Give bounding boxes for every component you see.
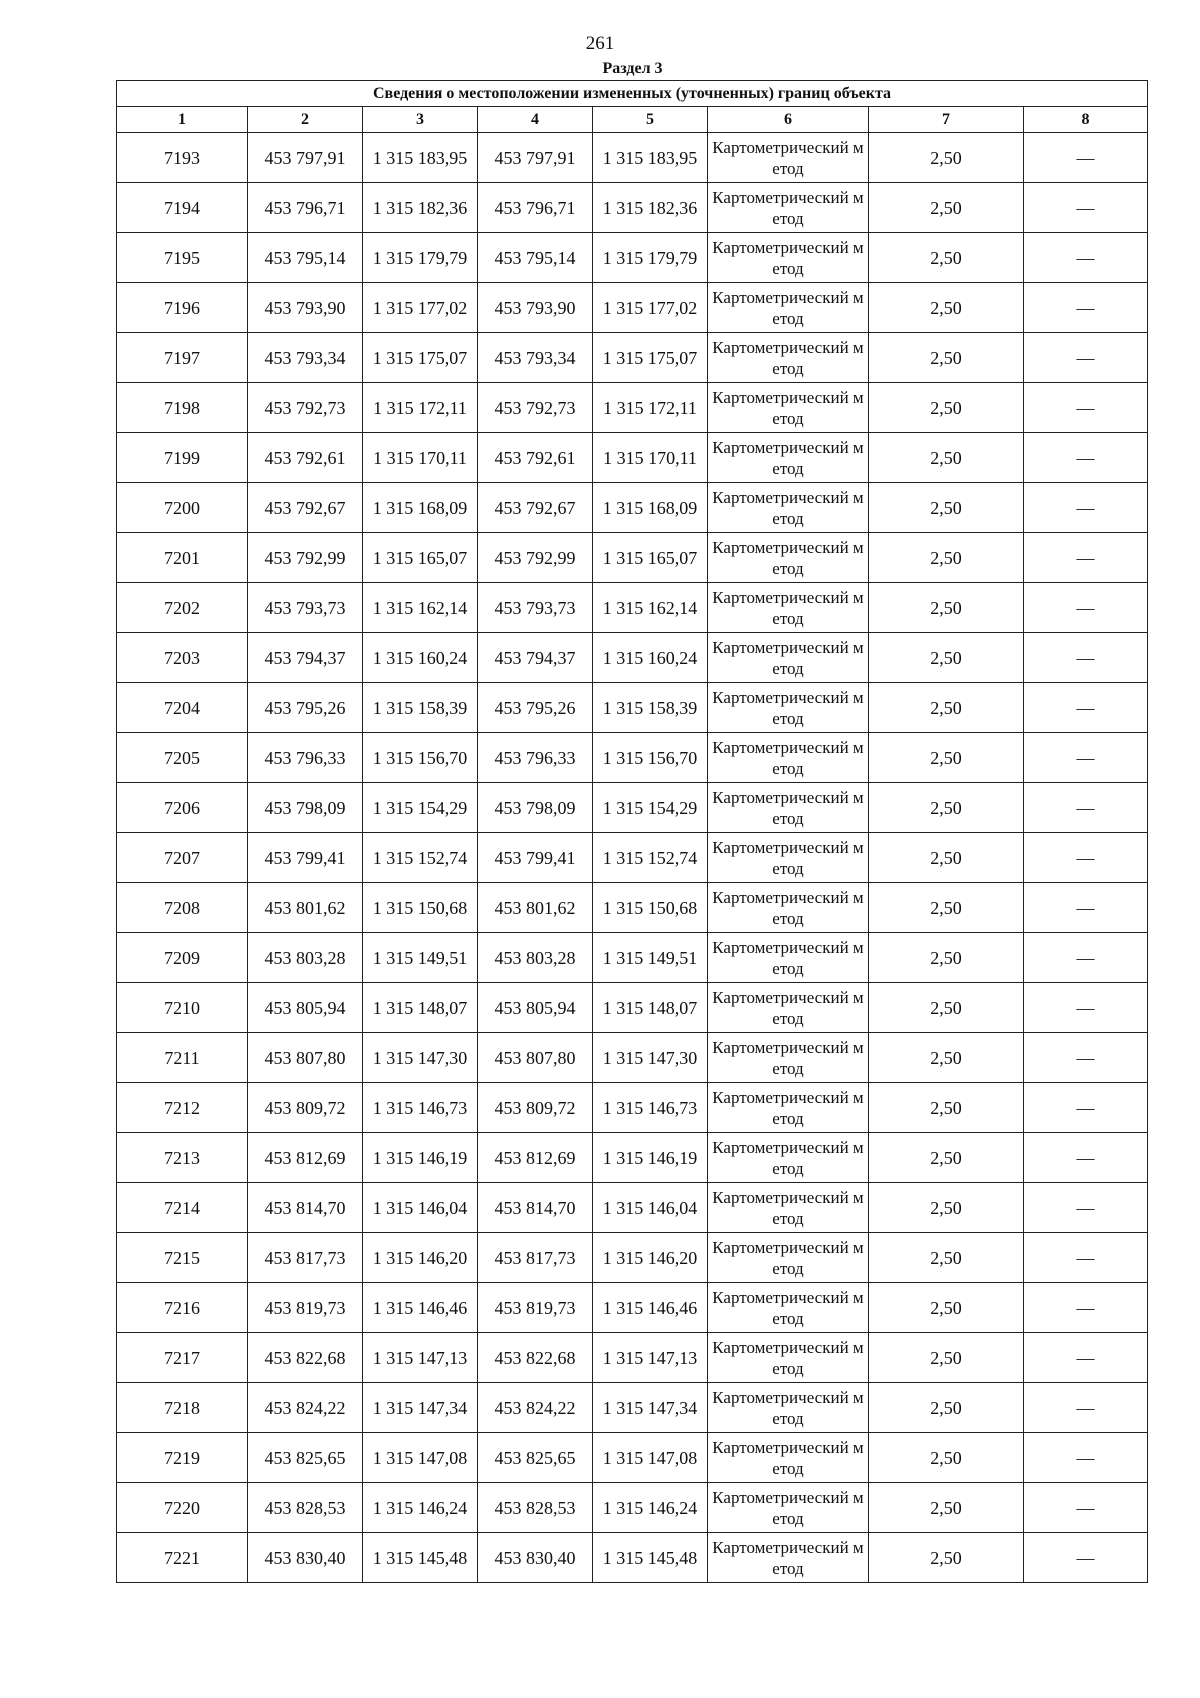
refined-y-cell: 1 315 160,24 — [593, 633, 708, 683]
refined-x-cell: 453 805,94 — [478, 983, 593, 1033]
refined-x-cell: 453 807,80 — [478, 1033, 593, 1083]
refined-x-cell: 453 828,53 — [478, 1483, 593, 1533]
existing-x-cell: 453 794,37 — [248, 633, 363, 683]
accuracy-cell: 2,50 — [869, 233, 1024, 283]
refined-x-cell: 453 817,73 — [478, 1233, 593, 1283]
table-row — [117, 1483, 1148, 1533]
note-cell: — — [1024, 883, 1148, 933]
refined-x-cell: 453 798,09 — [478, 783, 593, 833]
refined-x-cell: 453 792,61 — [478, 433, 593, 483]
refined-y-cell: 1 315 150,68 — [593, 883, 708, 933]
refined-x-cell: 453 824,22 — [478, 1383, 593, 1433]
note-cell: — — [1024, 1383, 1148, 1433]
accuracy-cell: 2,50 — [869, 933, 1024, 983]
accuracy-cell: 2,50 — [869, 883, 1024, 933]
refined-x-cell: 453 796,71 — [478, 183, 593, 233]
existing-x-cell: 453 793,73 — [248, 583, 363, 633]
point-number-cell: 7220 — [117, 1483, 248, 1533]
point-number-cell: 7211 — [117, 1033, 248, 1083]
point-number-cell: 7215 — [117, 1233, 248, 1283]
refined-y-cell: 1 315 177,02 — [593, 283, 708, 333]
table-row — [117, 783, 1148, 833]
refined-x-cell: 453 803,28 — [478, 933, 593, 983]
note-cell: — — [1024, 183, 1148, 233]
column-header-3: 3 — [363, 107, 478, 133]
accuracy-cell: 2,50 — [869, 1033, 1024, 1083]
refined-x-cell: 453 822,68 — [478, 1333, 593, 1383]
refined-y-cell: 1 315 148,07 — [593, 983, 708, 1033]
table-row — [117, 1233, 1148, 1283]
table-row — [117, 383, 1148, 433]
column-header-7: 7 — [869, 107, 1024, 133]
method-cell: Картометрический метод — [708, 383, 869, 433]
refined-y-cell: 1 315 146,04 — [593, 1183, 708, 1233]
refined-x-cell: 453 801,62 — [478, 883, 593, 933]
method-cell: Картометрический метод — [708, 1283, 869, 1333]
note-cell: — — [1024, 983, 1148, 1033]
refined-x-cell: 453 792,99 — [478, 533, 593, 583]
refined-y-cell: 1 315 146,73 — [593, 1083, 708, 1133]
existing-x-cell: 453 803,28 — [248, 933, 363, 983]
point-number-cell: 7221 — [117, 1533, 248, 1583]
refined-y-cell: 1 315 147,13 — [593, 1333, 708, 1383]
refined-y-cell: 1 315 146,46 — [593, 1283, 708, 1333]
page-number: 261 — [585, 33, 615, 54]
existing-y-cell: 1 315 154,29 — [363, 783, 478, 833]
method-cell: Картометрический метод — [708, 1083, 869, 1133]
refined-y-cell: 1 315 145,48 — [593, 1533, 708, 1583]
existing-y-cell: 1 315 147,30 — [363, 1033, 478, 1083]
column-header-2: 2 — [248, 107, 363, 133]
existing-x-cell: 453 830,40 — [248, 1533, 363, 1583]
refined-x-cell: 453 814,70 — [478, 1183, 593, 1233]
method-cell: Картометрический метод — [708, 333, 869, 383]
existing-y-cell: 1 315 147,34 — [363, 1383, 478, 1433]
section-title: Раздел 3 — [602, 60, 663, 77]
refined-y-cell: 1 315 146,20 — [593, 1233, 708, 1283]
table-row — [117, 1083, 1148, 1133]
accuracy-cell: 2,50 — [869, 183, 1024, 233]
method-cell: Картометрический метод — [708, 483, 869, 533]
existing-y-cell: 1 315 162,14 — [363, 583, 478, 633]
existing-x-cell: 453 795,26 — [248, 683, 363, 733]
accuracy-cell: 2,50 — [869, 383, 1024, 433]
point-number-cell: 7208 — [117, 883, 248, 933]
column-header-8: 8 — [1024, 107, 1148, 133]
table-row — [117, 283, 1148, 333]
note-cell: — — [1024, 1233, 1148, 1283]
table-row — [117, 983, 1148, 1033]
existing-y-cell: 1 315 177,02 — [363, 283, 478, 333]
accuracy-cell: 2,50 — [869, 283, 1024, 333]
point-number-cell: 7196 — [117, 283, 248, 333]
note-cell: — — [1024, 433, 1148, 483]
existing-x-cell: 453 799,41 — [248, 833, 363, 883]
note-cell: — — [1024, 1433, 1148, 1483]
accuracy-cell: 2,50 — [869, 633, 1024, 683]
method-cell: Картометрический метод — [708, 683, 869, 733]
existing-y-cell: 1 315 146,46 — [363, 1283, 478, 1333]
refined-x-cell: 453 795,26 — [478, 683, 593, 733]
note-cell: — — [1024, 133, 1148, 183]
table-row — [117, 233, 1148, 283]
point-number-cell: 7194 — [117, 183, 248, 233]
note-cell: — — [1024, 783, 1148, 833]
method-cell: Картометрический метод — [708, 233, 869, 283]
note-cell: — — [1024, 1533, 1148, 1583]
note-cell: — — [1024, 283, 1148, 333]
table-row — [117, 1533, 1148, 1583]
existing-x-cell: 453 809,72 — [248, 1083, 363, 1133]
method-cell: Картометрический метод — [708, 1033, 869, 1083]
existing-y-cell: 1 315 147,08 — [363, 1433, 478, 1483]
existing-y-cell: 1 315 183,95 — [363, 133, 478, 183]
refined-y-cell: 1 315 156,70 — [593, 733, 708, 783]
table-row — [117, 133, 1148, 183]
point-number-cell: 7193 — [117, 133, 248, 183]
point-number-cell: 7199 — [117, 433, 248, 483]
table-row — [117, 533, 1148, 583]
accuracy-cell: 2,50 — [869, 433, 1024, 483]
existing-y-cell: 1 315 158,39 — [363, 683, 478, 733]
table-row — [117, 733, 1148, 783]
refined-y-cell: 1 315 147,34 — [593, 1383, 708, 1433]
existing-x-cell: 453 822,68 — [248, 1333, 363, 1383]
boundary-coordinates-table — [116, 80, 1148, 1583]
existing-x-cell: 453 792,73 — [248, 383, 363, 433]
existing-x-cell: 453 807,80 — [248, 1033, 363, 1083]
refined-x-cell: 453 796,33 — [478, 733, 593, 783]
method-cell: Картометрический метод — [708, 833, 869, 883]
point-number-cell: 7218 — [117, 1383, 248, 1433]
refined-y-cell: 1 315 146,24 — [593, 1483, 708, 1533]
existing-y-cell: 1 315 168,09 — [363, 483, 478, 533]
column-header-5: 5 — [593, 107, 708, 133]
point-number-cell: 7198 — [117, 383, 248, 433]
refined-x-cell: 453 819,73 — [478, 1283, 593, 1333]
method-cell: Картометрический метод — [708, 933, 869, 983]
accuracy-cell: 2,50 — [869, 1383, 1024, 1433]
table-row — [117, 483, 1148, 533]
existing-y-cell: 1 315 160,24 — [363, 633, 478, 683]
accuracy-cell: 2,50 — [869, 683, 1024, 733]
point-number-cell: 7200 — [117, 483, 248, 533]
method-cell: Картометрический метод — [708, 783, 869, 833]
existing-y-cell: 1 315 150,68 — [363, 883, 478, 933]
existing-y-cell: 1 315 146,04 — [363, 1183, 478, 1233]
existing-y-cell: 1 315 146,20 — [363, 1233, 478, 1283]
note-cell: — — [1024, 1283, 1148, 1333]
note-cell: — — [1024, 1483, 1148, 1533]
accuracy-cell: 2,50 — [869, 983, 1024, 1033]
method-cell: Картометрический метод — [708, 883, 869, 933]
method-cell: Картометрический метод — [708, 1533, 869, 1583]
existing-x-cell: 453 792,99 — [248, 533, 363, 583]
existing-y-cell: 1 315 156,70 — [363, 733, 478, 783]
note-cell: — — [1024, 833, 1148, 883]
refined-y-cell: 1 315 182,36 — [593, 183, 708, 233]
table-body — [117, 133, 1148, 1583]
note-cell: — — [1024, 1033, 1148, 1083]
method-cell: Картометрический метод — [708, 1133, 869, 1183]
existing-x-cell: 453 819,73 — [248, 1283, 363, 1333]
note-cell: — — [1024, 1183, 1148, 1233]
existing-x-cell: 453 792,61 — [248, 433, 363, 483]
point-number-cell: 7204 — [117, 683, 248, 733]
refined-y-cell: 1 315 154,29 — [593, 783, 708, 833]
refined-y-cell: 1 315 175,07 — [593, 333, 708, 383]
point-number-cell: 7213 — [117, 1133, 248, 1183]
refined-x-cell: 453 812,69 — [478, 1133, 593, 1183]
existing-y-cell: 1 315 182,36 — [363, 183, 478, 233]
refined-x-cell: 453 797,91 — [478, 133, 593, 183]
refined-y-cell: 1 315 158,39 — [593, 683, 708, 733]
accuracy-cell: 2,50 — [869, 483, 1024, 533]
column-header-1: 1 — [117, 107, 248, 133]
column-number-row — [117, 107, 1148, 133]
table-row — [117, 583, 1148, 633]
method-cell: Картометрический метод — [708, 633, 869, 683]
existing-y-cell: 1 315 146,19 — [363, 1133, 478, 1183]
accuracy-cell: 2,50 — [869, 1233, 1024, 1283]
accuracy-cell: 2,50 — [869, 1533, 1024, 1583]
refined-y-cell: 1 315 146,19 — [593, 1133, 708, 1183]
table-row — [117, 333, 1148, 383]
method-cell: Картометрический метод — [708, 1483, 869, 1533]
refined-y-cell: 1 315 147,08 — [593, 1433, 708, 1483]
existing-x-cell: 453 795,14 — [248, 233, 363, 283]
point-number-cell: 7216 — [117, 1283, 248, 1333]
refined-y-cell: 1 315 152,74 — [593, 833, 708, 883]
existing-y-cell: 1 315 172,11 — [363, 383, 478, 433]
method-cell: Картометрический метод — [708, 1433, 869, 1483]
refined-y-cell: 1 315 183,95 — [593, 133, 708, 183]
table-row — [117, 1133, 1148, 1183]
refined-y-cell: 1 315 165,07 — [593, 533, 708, 583]
point-number-cell: 7209 — [117, 933, 248, 983]
existing-y-cell: 1 315 146,24 — [363, 1483, 478, 1533]
existing-y-cell: 1 315 175,07 — [363, 333, 478, 383]
existing-y-cell: 1 315 147,13 — [363, 1333, 478, 1383]
refined-x-cell: 453 792,67 — [478, 483, 593, 533]
refined-y-cell: 1 315 179,79 — [593, 233, 708, 283]
point-number-cell: 7214 — [117, 1183, 248, 1233]
table-title-row — [117, 81, 1148, 107]
table-row — [117, 1183, 1148, 1233]
table-row — [117, 1333, 1148, 1383]
refined-y-cell: 1 315 170,11 — [593, 433, 708, 483]
table-row — [117, 433, 1148, 483]
existing-x-cell: 453 825,65 — [248, 1433, 363, 1483]
note-cell: — — [1024, 383, 1148, 433]
note-cell: — — [1024, 933, 1148, 983]
accuracy-cell: 2,50 — [869, 533, 1024, 583]
note-cell: — — [1024, 683, 1148, 733]
table-row — [117, 883, 1148, 933]
accuracy-cell: 2,50 — [869, 833, 1024, 883]
existing-y-cell: 1 315 149,51 — [363, 933, 478, 983]
existing-x-cell: 453 801,62 — [248, 883, 363, 933]
refined-y-cell: 1 315 147,30 — [593, 1033, 708, 1083]
note-cell: — — [1024, 233, 1148, 283]
refined-x-cell: 453 799,41 — [478, 833, 593, 883]
accuracy-cell: 2,50 — [869, 333, 1024, 383]
existing-y-cell: 1 315 170,11 — [363, 433, 478, 483]
refined-x-cell: 453 795,14 — [478, 233, 593, 283]
accuracy-cell: 2,50 — [869, 733, 1024, 783]
accuracy-cell: 2,50 — [869, 1283, 1024, 1333]
refined-x-cell: 453 793,34 — [478, 333, 593, 383]
table-row — [117, 1033, 1148, 1083]
existing-x-cell: 453 793,90 — [248, 283, 363, 333]
point-number-cell: 7212 — [117, 1083, 248, 1133]
point-number-cell: 7217 — [117, 1333, 248, 1383]
method-cell: Картометрический метод — [708, 433, 869, 483]
existing-x-cell: 453 797,91 — [248, 133, 363, 183]
note-cell: — — [1024, 483, 1148, 533]
method-cell: Картометрический метод — [708, 1183, 869, 1233]
note-cell: — — [1024, 533, 1148, 583]
note-cell: — — [1024, 1333, 1148, 1383]
refined-y-cell: 1 315 162,14 — [593, 583, 708, 633]
refined-x-cell: 453 794,37 — [478, 633, 593, 683]
point-number-cell: 7219 — [117, 1433, 248, 1483]
existing-x-cell: 453 828,53 — [248, 1483, 363, 1533]
point-number-cell: 7203 — [117, 633, 248, 683]
point-number-cell: 7195 — [117, 233, 248, 283]
accuracy-cell: 2,50 — [869, 133, 1024, 183]
existing-x-cell: 453 812,69 — [248, 1133, 363, 1183]
refined-y-cell: 1 315 172,11 — [593, 383, 708, 433]
existing-x-cell: 453 793,34 — [248, 333, 363, 383]
note-cell: — — [1024, 1083, 1148, 1133]
existing-x-cell: 453 796,71 — [248, 183, 363, 233]
method-cell: Картометрический метод — [708, 283, 869, 333]
table-header — [117, 81, 1148, 133]
method-cell: Картометрический метод — [708, 983, 869, 1033]
column-header-4: 4 — [478, 107, 593, 133]
table-row — [117, 183, 1148, 233]
point-number-cell: 7205 — [117, 733, 248, 783]
point-number-cell: 7197 — [117, 333, 248, 383]
table-row — [117, 1433, 1148, 1483]
note-cell: — — [1024, 733, 1148, 783]
method-cell: Картометрический метод — [708, 133, 869, 183]
refined-x-cell: 453 809,72 — [478, 1083, 593, 1133]
refined-y-cell: 1 315 168,09 — [593, 483, 708, 533]
existing-x-cell: 453 805,94 — [248, 983, 363, 1033]
method-cell: Картометрический метод — [708, 1383, 869, 1433]
point-number-cell: 7210 — [117, 983, 248, 1033]
table-row — [117, 1383, 1148, 1433]
note-cell: — — [1024, 583, 1148, 633]
refined-x-cell: 453 825,65 — [478, 1433, 593, 1483]
accuracy-cell: 2,50 — [869, 1183, 1024, 1233]
note-cell: — — [1024, 1133, 1148, 1183]
method-cell: Картометрический метод — [708, 1333, 869, 1383]
method-cell: Картометрический метод — [708, 583, 869, 633]
refined-y-cell: 1 315 149,51 — [593, 933, 708, 983]
point-number-cell: 7206 — [117, 783, 248, 833]
existing-x-cell: 453 792,67 — [248, 483, 363, 533]
accuracy-cell: 2,50 — [869, 1483, 1024, 1533]
accuracy-cell: 2,50 — [869, 583, 1024, 633]
existing-x-cell: 453 817,73 — [248, 1233, 363, 1283]
point-number-cell: 7201 — [117, 533, 248, 583]
table-row — [117, 1283, 1148, 1333]
refined-x-cell: 453 792,73 — [478, 383, 593, 433]
existing-y-cell: 1 315 145,48 — [363, 1533, 478, 1583]
accuracy-cell: 2,50 — [869, 1133, 1024, 1183]
note-cell: — — [1024, 333, 1148, 383]
table-row — [117, 833, 1148, 883]
existing-y-cell: 1 315 179,79 — [363, 233, 478, 283]
existing-x-cell: 453 798,09 — [248, 783, 363, 833]
point-number-cell: 7207 — [117, 833, 248, 883]
accuracy-cell: 2,50 — [869, 1433, 1024, 1483]
refined-x-cell: 453 793,90 — [478, 283, 593, 333]
point-number-cell: 7202 — [117, 583, 248, 633]
existing-x-cell: 453 796,33 — [248, 733, 363, 783]
method-cell: Картометрический метод — [708, 183, 869, 233]
existing-y-cell: 1 315 165,07 — [363, 533, 478, 583]
column-header-6: 6 — [708, 107, 869, 133]
method-cell: Картометрический метод — [708, 1233, 869, 1283]
accuracy-cell: 2,50 — [869, 1333, 1024, 1383]
table-row — [117, 683, 1148, 733]
method-cell: Картометрический метод — [708, 733, 869, 783]
table-row — [117, 933, 1148, 983]
refined-x-cell: 453 830,40 — [478, 1533, 593, 1583]
existing-y-cell: 1 315 148,07 — [363, 983, 478, 1033]
table-row — [117, 633, 1148, 683]
existing-x-cell: 453 814,70 — [248, 1183, 363, 1233]
method-cell: Картометрический метод — [708, 533, 869, 583]
existing-y-cell: 1 315 152,74 — [363, 833, 478, 883]
existing-y-cell: 1 315 146,73 — [363, 1083, 478, 1133]
accuracy-cell: 2,50 — [869, 1083, 1024, 1133]
note-cell: — — [1024, 633, 1148, 683]
accuracy-cell: 2,50 — [869, 783, 1024, 833]
existing-x-cell: 453 824,22 — [248, 1383, 363, 1433]
refined-x-cell: 453 793,73 — [478, 583, 593, 633]
table-title: Сведения о местоположении измененных (уточненных) границ объекта — [117, 81, 1148, 107]
